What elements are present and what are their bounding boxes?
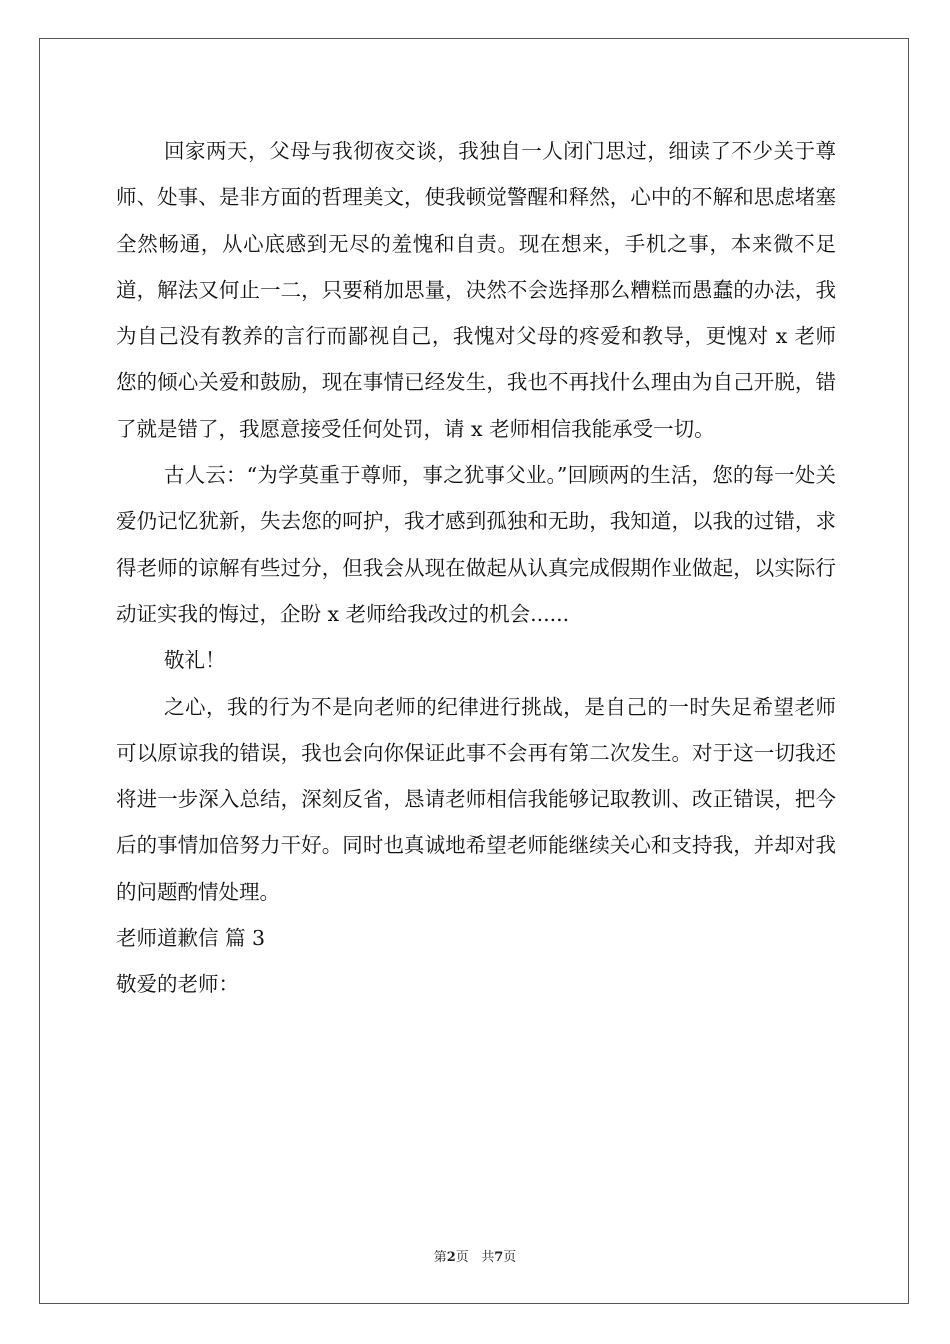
footer-page-total: 7 xyxy=(494,1250,504,1265)
paragraph-salutation-closing: 敬礼！ xyxy=(164,648,226,673)
letter-greeting: 敬爱的老师： xyxy=(116,972,239,997)
section-heading: 老师道歉信 篇 3 xyxy=(116,926,266,951)
footer-total-suffix: 页 xyxy=(503,1250,517,1265)
footer-total-prefix: 共 xyxy=(481,1250,495,1265)
paragraph-ancient-quote: 古人云：“为学莫重于尊师，事之犹事父业。”回顾两的生活，您的每一处关爱仍记忆犹新，失去您的呵护，我才感到孤独和无助，我知道，以我的过错，求得老师的谅解有些过分，但我会从现在做起从认真完成假期作业做起，以实际行动证实我的悔过，企盼 x 老师给我改过的机会...... xyxy=(116,463,836,626)
footer-page-current: 2 xyxy=(446,1250,456,1265)
page-footer xyxy=(0,1246,950,1265)
footer-page-suffix: 页 xyxy=(455,1250,469,1265)
paragraph-apology: 之心，我的行为不是向老师的纪律进行挑战，是自己的一时失足希望老师可以原谅我的错误，我也会向你保证此事不会再有第二次发生。对于这一切我还将进一步深入总结，深刻反省，恳请老师相信我能够记取教训、改正错误，把今后的事情加倍努力干好。同时也真诚地希望老师能继续关心和支持我，并却对我的问题酌情处理。 xyxy=(116,694,836,904)
footer-page-prefix: 第 xyxy=(433,1250,447,1265)
paragraph-reflection: 回家两天，父母与我彻夜交谈，我独自一人闭门思过，细读了不少关于尊师、处事、是非方面的哲理美文，使我顿觉警醒和释然，心中的不解和思虑堵塞全然畅通，从心底感到无尽的羞愧和自责。现在想来，手机之事，本来微不足道，解法又何止一二，只要稍加思量，决然不会选择那么糟糕而愚蠢的办法，我为自己没有教养的言行而鄙视自己，我愧对父母的疼爱和教导，更愧对 x 老师您的倾心关爱和鼓励，现在事情已经发生，我也不再找什么理由为自己开脱，错了就是错了，我愿意接受任何处罚，请 x 老师相信我能承受一切。 xyxy=(116,139,836,441)
document-body xyxy=(116,128,836,1008)
